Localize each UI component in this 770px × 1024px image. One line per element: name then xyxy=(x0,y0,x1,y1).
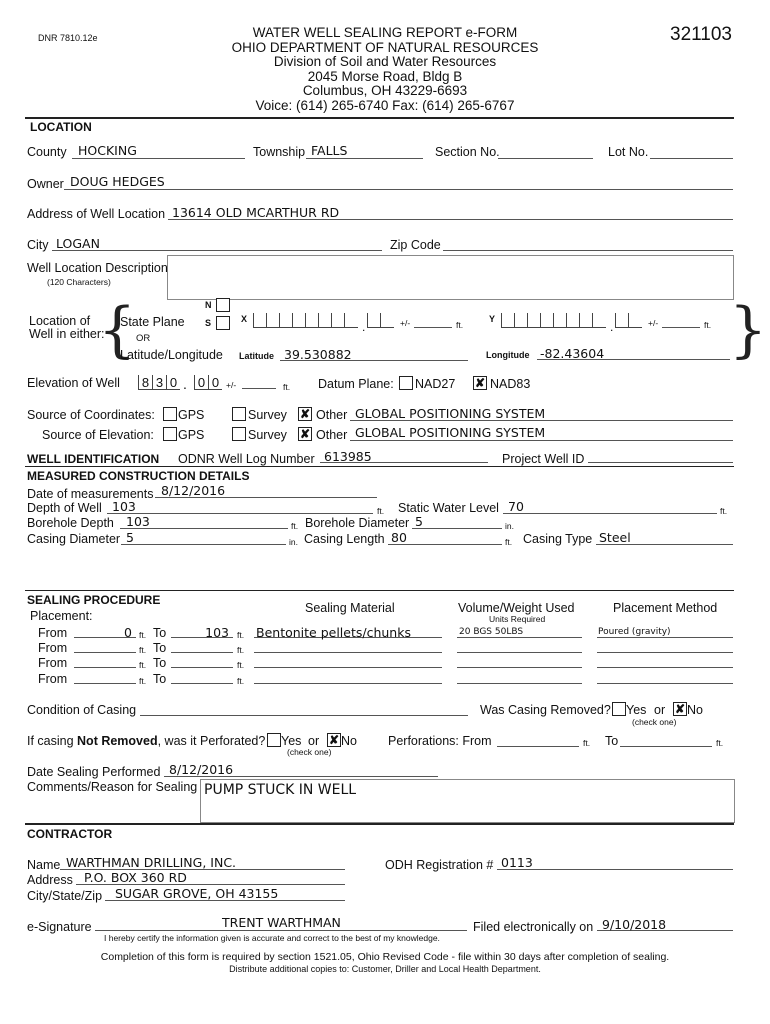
y-coordinate-digit-box[interactable] xyxy=(501,313,515,328)
elevation-digit-box[interactable]: 3 xyxy=(152,375,166,390)
footer-line-1: Completion of this form is required by section 1521.05, Ohio Revised Code - file within 30 days after completion of sealing. xyxy=(100,951,670,963)
to-field[interactable] xyxy=(171,683,233,684)
x-decimal-digit-box[interactable] xyxy=(367,313,381,328)
borehole-depth-value: 103 xyxy=(126,514,150,529)
measure-date-value: 8/12/2016 xyxy=(161,483,226,498)
x-label: X xyxy=(241,314,248,324)
odh-label: ODH Registration # xyxy=(385,858,494,872)
to-ft: ft. xyxy=(237,645,245,655)
x-plus-minus: +/- xyxy=(400,318,411,328)
source-coords-gps-checkbox[interactable] xyxy=(163,407,177,421)
from-ft: ft. xyxy=(139,676,147,686)
comments-value: PUMP STUCK IN WELL xyxy=(204,782,357,798)
casing-type-label: Casing Type xyxy=(523,532,593,546)
y-coordinate-digit-box[interactable] xyxy=(592,313,606,328)
zip-label: Zip Code xyxy=(390,238,441,252)
static-level-ft: ft. xyxy=(720,506,728,516)
method-field[interactable] xyxy=(597,667,733,668)
depth-label: Depth of Well xyxy=(27,501,102,515)
log-number-label: ODNR Well Log Number xyxy=(178,452,315,466)
elevation-digit-box[interactable]: 8 xyxy=(138,375,152,390)
to-field[interactable] xyxy=(171,652,233,653)
y-coordinate-digit-box[interactable] xyxy=(540,313,554,328)
to-label: To xyxy=(153,641,167,655)
elevation-digit-box[interactable]: 0 xyxy=(194,375,208,390)
static-level-value: 70 xyxy=(508,499,524,514)
elevation-ft: ft. xyxy=(283,382,291,392)
construction-title: MEASURED CONSTRUCTION DETAILS xyxy=(27,469,250,483)
source-elev-survey-label: Survey xyxy=(248,428,287,442)
material-value: Bentonite pellets/chunks xyxy=(256,625,411,640)
left-brace: { xyxy=(98,295,137,365)
perforated-or-label: or xyxy=(308,734,320,748)
perforated-bold: Not Removed xyxy=(77,734,158,748)
lat-long-label: Latitude/Longitude xyxy=(120,348,223,362)
owner-field[interactable] xyxy=(64,189,733,190)
perforations-from-ft: ft. xyxy=(583,738,591,748)
from-ft: ft. xyxy=(139,660,147,670)
form-number: 321103 xyxy=(670,24,732,45)
section-no-field[interactable] xyxy=(498,158,593,159)
contractor-address-label: Address xyxy=(27,873,73,887)
from-ft: ft. xyxy=(139,645,147,655)
lot-no-field[interactable] xyxy=(650,158,733,159)
y-plus-minus: +/- xyxy=(648,318,659,328)
perforations-to-label: To xyxy=(605,734,619,748)
date-sealed-label: Date Sealing Performed xyxy=(27,765,161,779)
perforated-prefix: If casing xyxy=(27,734,78,748)
removed-or-label: or xyxy=(654,703,666,717)
from-value: 0 xyxy=(124,625,132,640)
location-section-title: LOCATION xyxy=(30,120,92,134)
from-label: From xyxy=(38,656,68,670)
removed-no-checkbox[interactable]: ✘ xyxy=(674,702,686,716)
header-agency: OHIO DEPARTMENT OF NATURAL RESOURCES xyxy=(231,39,539,55)
perforated-yes-label: Yes xyxy=(281,734,302,748)
y-coordinate-digit-box[interactable] xyxy=(553,313,567,328)
location-of-label: Location of xyxy=(29,314,91,328)
description-label: Well Location Description xyxy=(27,261,168,275)
y-tolerance-field[interactable] xyxy=(662,327,700,328)
removed-yes-checkbox[interactable] xyxy=(612,702,626,716)
filed-value: 9/10/2018 xyxy=(602,917,667,932)
elevation-plus-minus: +/- xyxy=(226,380,237,390)
township-label: Township xyxy=(253,145,306,159)
removed-label: Was Casing Removed? xyxy=(480,703,611,717)
address-label: Address of Well Location xyxy=(27,207,166,221)
borehole-depth-ft: ft. xyxy=(291,521,299,531)
zip-field[interactable] xyxy=(443,250,733,251)
perforated-check-one: (check one) xyxy=(287,747,332,757)
latitude-value: 39.530882 xyxy=(284,347,352,362)
x-decimal-point: . xyxy=(362,320,366,334)
south-checkbox[interactable] xyxy=(216,316,230,330)
elevation-digit-box[interactable]: 0 xyxy=(166,375,180,390)
contractor-name-value: WARTHMAN DRILLING, INC. xyxy=(66,855,237,870)
to-ft: ft. xyxy=(237,660,245,670)
placement-label: Placement: xyxy=(30,609,93,623)
from-label: From xyxy=(38,641,68,655)
volume-field[interactable] xyxy=(457,683,582,684)
comments-label: Comments/Reason for Sealing xyxy=(27,780,198,794)
method-field[interactable] xyxy=(597,683,733,684)
source-coords-survey-label: Survey xyxy=(248,408,287,422)
material-field[interactable] xyxy=(254,652,442,653)
method-field[interactable] xyxy=(597,637,733,638)
y-coordinate-digit-box[interactable] xyxy=(579,313,593,328)
y-ft: ft. xyxy=(704,320,712,330)
longitude-label: Longitude xyxy=(486,350,530,360)
project-id-label: Project Well ID xyxy=(502,452,585,466)
city-label: City xyxy=(27,238,49,252)
divider xyxy=(25,466,734,467)
or-label: OR xyxy=(136,333,151,344)
x-coordinate-digit-box[interactable] xyxy=(266,313,280,328)
city-field[interactable] xyxy=(52,250,382,251)
x-coordinate-digit-box[interactable] xyxy=(344,313,358,328)
owner-label: Owner xyxy=(27,177,64,191)
well-in-either-label: Well in either: xyxy=(29,327,105,341)
source-coords-gps-label: GPS xyxy=(178,408,205,422)
to-field[interactable] xyxy=(171,667,233,668)
borehole-depth-label: Borehole Depth xyxy=(27,516,114,530)
latitude-label: Latitude xyxy=(239,351,274,361)
header-phone: Voice: (614) 265-6740 Fax: (614) 265-6767 xyxy=(255,97,515,113)
header-street: 2045 Morse Road, Bldg B xyxy=(307,68,463,84)
source-elev-gps-checkbox[interactable] xyxy=(163,427,177,441)
borehole-diam-label: Borehole Diameter xyxy=(305,516,410,530)
borehole-diam-in: in. xyxy=(505,521,514,531)
owner-value: DOUG HEDGES xyxy=(70,174,165,189)
x-coordinate-digit-box[interactable] xyxy=(331,313,345,328)
from-field[interactable] xyxy=(74,652,136,653)
county-label: County xyxy=(27,145,67,159)
city-value: LOGAN xyxy=(56,236,100,251)
perforated-no-label: No xyxy=(341,734,357,748)
condition-field[interactable] xyxy=(140,715,468,716)
volume-header: Volume/Weight Used xyxy=(458,601,575,615)
x-coordinate-digit-box[interactable] xyxy=(305,313,319,328)
n-label: N xyxy=(205,300,212,310)
description-textbox[interactable] xyxy=(167,255,734,300)
to-value: 103 xyxy=(205,625,229,640)
odh-value: 0113 xyxy=(501,855,533,870)
volume-field[interactable] xyxy=(457,652,582,653)
esignature-field[interactable] xyxy=(95,930,467,931)
y-decimal-digit-box[interactable] xyxy=(615,313,629,328)
x-coordinate-digit-box[interactable] xyxy=(279,313,293,328)
contractor-title: CONTRACTOR xyxy=(27,827,113,841)
y-decimal-point: . xyxy=(610,320,614,334)
source-coords-other-label: Other xyxy=(316,408,348,422)
header-block xyxy=(185,26,585,113)
source-elev-other-value: GLOBAL POSITIONING SYSTEM xyxy=(355,425,546,440)
x-decimal-digit-box[interactable] xyxy=(380,313,394,328)
x-tolerance-field[interactable] xyxy=(414,327,452,328)
source-elev-label: Source of Elevation: xyxy=(42,428,154,442)
project-id-field[interactable] xyxy=(588,462,733,463)
township-value: FALLS xyxy=(311,143,348,158)
to-ft: ft. xyxy=(237,676,245,686)
casing-length-value: 80 xyxy=(391,530,407,545)
divider xyxy=(25,823,734,825)
source-elev-other-label: Other xyxy=(316,428,348,442)
from-label: From xyxy=(38,672,68,686)
well-id-title: WELL IDENTIFICATION xyxy=(27,452,160,466)
y-coordinate-digit-box[interactable] xyxy=(514,313,528,328)
volume-field[interactable] xyxy=(457,667,582,668)
source-elev-other-field[interactable] xyxy=(350,440,733,441)
divider xyxy=(25,117,734,119)
static-level-field[interactable] xyxy=(503,513,717,514)
contractor-city-label: City/State/Zip xyxy=(27,889,103,903)
casing-diam-field[interactable] xyxy=(121,544,286,545)
method-value: Poured (gravity) xyxy=(598,627,671,637)
certify-note: I hereby certify the information given is accurate and correct to the best of my knowledge. xyxy=(104,933,440,943)
perforations-to-field[interactable] xyxy=(620,746,712,747)
y-coordinate-digit-box[interactable] xyxy=(566,313,580,328)
elevation-decimal-point: . xyxy=(183,376,187,392)
y-label: Y xyxy=(489,314,496,324)
source-elev-other-checkbox[interactable]: ✘ xyxy=(299,427,311,441)
borehole-diam-field[interactable] xyxy=(412,528,502,529)
casing-diam-label: Casing Diameter xyxy=(27,532,121,546)
north-checkbox[interactable] xyxy=(216,298,230,312)
header-division: Division of Soil and Water Resources xyxy=(273,54,497,69)
perforated-question xyxy=(27,734,265,748)
date-sealed-value: 8/12/2016 xyxy=(169,762,234,777)
method-header: Placement Method xyxy=(613,601,718,615)
material-header: Sealing Material xyxy=(305,601,395,615)
address-value: 13614 OLD MCARTHUR RD xyxy=(172,205,340,220)
casing-type-value: Steel xyxy=(599,530,631,545)
divider xyxy=(25,590,734,591)
casing-length-label: Casing Length xyxy=(304,532,385,546)
x-coordinate-digit-box[interactable] xyxy=(292,313,306,328)
footer-line-2: Distribute additional copies to: Customer, Driller and Local Health Department. xyxy=(229,964,541,974)
esignature-value: TRENT WARTHMAN xyxy=(222,915,341,930)
header-city: Columbus, OH 43229-6693 xyxy=(302,83,468,98)
condition-label: Condition of Casing xyxy=(27,703,137,717)
y-coordinate-digit-box[interactable] xyxy=(527,313,541,328)
elevation-label: Elevation of Well xyxy=(27,376,120,390)
x-coordinate-digit-box[interactable] xyxy=(253,313,267,328)
nad83-checkbox[interactable]: ✘ xyxy=(474,376,486,390)
volume-field[interactable] xyxy=(457,637,582,638)
datum-label: Datum Plane: xyxy=(318,377,394,391)
source-coords-other-checkbox[interactable]: ✘ xyxy=(299,407,311,421)
form-code: DNR 7810.12e xyxy=(38,33,98,43)
from-field[interactable] xyxy=(74,667,136,668)
nad83-label: NAD83 xyxy=(490,377,531,391)
header-title: WATER WELL SEALING REPORT e-FORM xyxy=(252,25,518,40)
source-elev-survey-checkbox[interactable] xyxy=(232,427,246,441)
casing-diam-value: 5 xyxy=(126,530,134,545)
right-brace: } xyxy=(729,295,768,365)
source-coords-other-value: GLOBAL POSITIONING SYSTEM xyxy=(355,406,546,421)
removed-yes-label: Yes xyxy=(626,703,647,717)
section-no-label: Section No. xyxy=(435,145,500,159)
measure-date-label: Date of measurements xyxy=(27,487,154,501)
volume-subheader: Units Required xyxy=(489,614,546,624)
county-value: HOCKING xyxy=(78,143,137,158)
perforations-to-ft: ft. xyxy=(716,738,724,748)
static-level-label: Static Water Level xyxy=(398,501,499,515)
casing-diam-in: in. xyxy=(289,537,298,547)
sealing-title: SEALING PROCEDURE xyxy=(27,593,161,607)
state-plane-label: State Plane xyxy=(120,315,185,329)
volume-value: 20 BGS 50LBS xyxy=(459,627,524,637)
to-ft: ft. xyxy=(237,630,245,640)
township-field[interactable] xyxy=(306,158,423,159)
log-number-value: 613985 xyxy=(324,449,372,464)
casing-length-ft: ft. xyxy=(505,537,513,547)
perforated-yes-checkbox[interactable] xyxy=(267,733,281,747)
perforated-no-checkbox[interactable]: ✘ xyxy=(328,733,340,747)
x-ft: ft. xyxy=(456,320,464,330)
nad27-label: NAD27 xyxy=(415,377,456,391)
to-label: To xyxy=(153,656,167,670)
county-field[interactable] xyxy=(72,158,245,159)
perforations-from-field[interactable] xyxy=(497,746,579,747)
source-coords-survey-checkbox[interactable] xyxy=(232,407,246,421)
from-ft: ft. xyxy=(139,630,147,640)
source-elev-gps-label: GPS xyxy=(178,428,205,442)
nad27-checkbox[interactable] xyxy=(399,376,413,390)
to-label: To xyxy=(153,672,167,686)
esignature-label: e-Signature xyxy=(27,920,92,934)
contractor-city-value: SUGAR GROVE, OH 43155 xyxy=(115,886,279,901)
removed-no-label: No xyxy=(687,703,703,717)
longitude-value: -82.43604 xyxy=(540,346,605,361)
contractor-name-label: Name xyxy=(27,858,61,872)
depth-value: 103 xyxy=(112,499,136,514)
contractor-address-value: P.O. BOX 360 RD xyxy=(84,870,187,885)
from-field[interactable] xyxy=(74,683,136,684)
lot-no-label: Lot No. xyxy=(608,145,649,159)
depth-ft: ft. xyxy=(377,506,385,516)
x-coordinate-digit-box[interactable] xyxy=(318,313,332,328)
filed-label: Filed electronically on xyxy=(473,920,594,934)
removed-check-one: (check one) xyxy=(632,717,677,727)
source-coords-label: Source of Coordinates: xyxy=(27,408,155,422)
perforated-suffix: , was it Perforated? xyxy=(157,734,266,748)
perforations-label: Perforations: From xyxy=(388,734,492,748)
borehole-diam-value: 5 xyxy=(415,514,423,529)
material-field[interactable] xyxy=(254,683,442,684)
material-field[interactable] xyxy=(254,667,442,668)
elevation-digit-box[interactable]: 0 xyxy=(208,375,222,390)
description-hint: (120 Characters) xyxy=(47,277,111,287)
from-label: From xyxy=(38,626,68,640)
to-label: To xyxy=(153,626,167,640)
y-decimal-digit-box[interactable] xyxy=(628,313,642,328)
s-label: S xyxy=(205,318,212,328)
elevation-tolerance-field[interactable] xyxy=(242,388,276,389)
method-field[interactable] xyxy=(597,652,733,653)
